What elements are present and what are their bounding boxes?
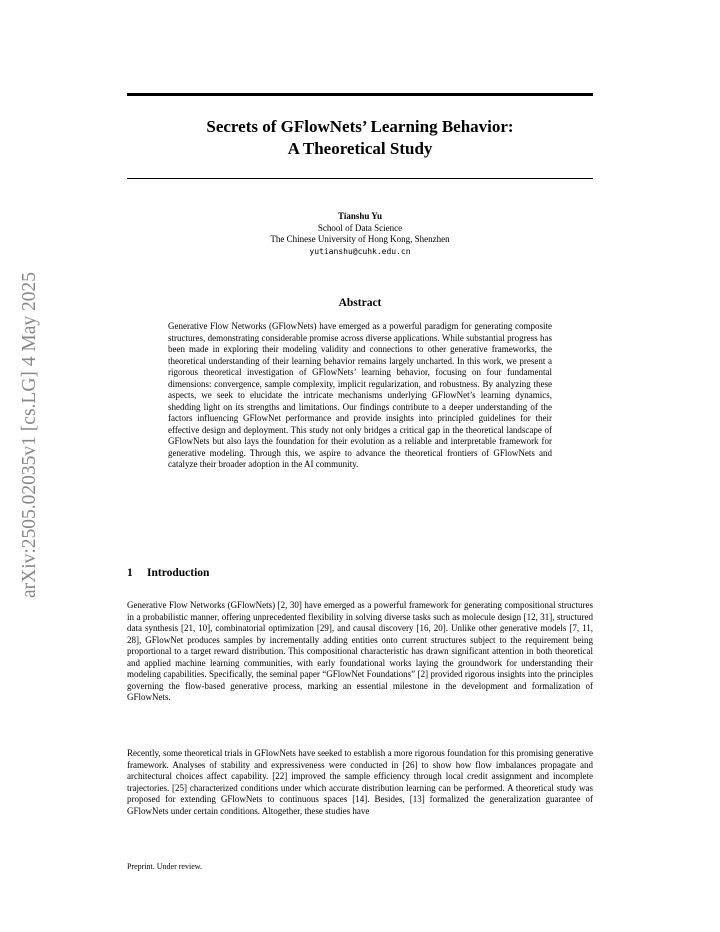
title-line-1: Secrets of GFlowNets’ Learning Behavior: [206, 117, 514, 136]
author-institution: The Chinese University of Hong Kong, Shenzhen [270, 234, 450, 244]
intro-paragraph-2: Recently, some theoretical trials in GFlowNets have seeked to establish a more rigorous foundation for this promising generative framework. Analyses of stability and expressiveness were conducted in [26] to show how flow imbalances propagate and architectural choices affect capability. [22] improved the sample efficiency through local credit assignment and incomplete trajectories. [25] characterized conditions under which accurate distribution learning can be performed. A theoretical study was proposed for extending GFlowNets to continuous spaces [14]. Besides, [13] formalized the generalization guarantee of GFlowNets under certain conditions. Altogether, these studies have [127, 748, 593, 816]
author-email[interactable]: yutianshu@cuhk.edu.cn [309, 246, 411, 256]
author-department: School of Data Science [317, 222, 403, 233]
abstract-heading: Abstract [338, 297, 382, 309]
arxiv-stamp [10, 230, 50, 640]
intro-paragraph-1: Generative Flow Networks (GFlowNets) [2, 30] have emerged as a powerful framework for generating compositional structures in a probabilistic manner, offering unprecedented flexibility in solving diverse tasks such as molecule design [12, 31], structured data synthesis [21, 10], combinatorial optimization [29], and causal discovery [16, 20]. Unlike other generative models [7, 11, 28], GFlowNet produces samples by incrementally adding entities onto current structures subject to the requirement being proportional to a target reward distribution. This compositional characteristic has drawn significant attention in both theoretical and applied machine learning communities, with early foundational works laying the groundwork for understanding their modeling capabilities. Specifically, the seminal paper “GFlowNet Foundations” [2] provided rigorous insights into the principles governing the flow-based generative process, marking an essential milestone in the development and formalization of GFlowNets. [127, 600, 593, 702]
title-top-rule [127, 93, 593, 96]
abstract-text: Generative Flow Networks (GFlowNets) have emerged as a powerful paradigm for generating composite structures, demonstrating considerable promise across diverse applications. While substantial progress has been made in exploring their modeling validity and connections to other generative frameworks, the theoretical understanding of their learning behavior remains largely uncharted. In this work, we present a rigorous theoretical investigation of GFlowNets’ learning behavior, focusing on four fundamental dimensions: convergence, sample complexity, implicit regularization, and robustness. By analyzing these aspects, we seek to elucidate the intricate mechanisms underlying GFlowNet’s learning dynamics, shedding light on its strengths and limitations. Our findings contribute to a deeper understanding of the factors influencing GFlowNet performance and provide insights into principled guidelines for their effective design and deployment. This study not only bridges a critical gap in the theoretical landscape of GFlowNets but also lays the foundation for their evolution as a reliable and interpretable framework for generative modeling. Through this, we aspire to advance the theoretical frontiers of GFlowNets and catalyze their broader adoption in the AI community. [168, 321, 552, 469]
section-number: 1 [127, 567, 133, 579]
title-line-2: A Theoretical Study [287, 139, 433, 158]
author-block [127, 211, 593, 257]
author-name: Tianshu Yu [338, 211, 382, 221]
section-title: Introduction [147, 567, 210, 579]
paper-title [127, 116, 593, 160]
section-heading-introduction [127, 567, 209, 579]
arxiv-stamp-text: arXiv:2505.02035v1 [cs.LG] 4 May 2025 [19, 271, 40, 599]
footer-note: Preprint. Under review. [127, 862, 203, 871]
title-bottom-rule [127, 178, 593, 179]
